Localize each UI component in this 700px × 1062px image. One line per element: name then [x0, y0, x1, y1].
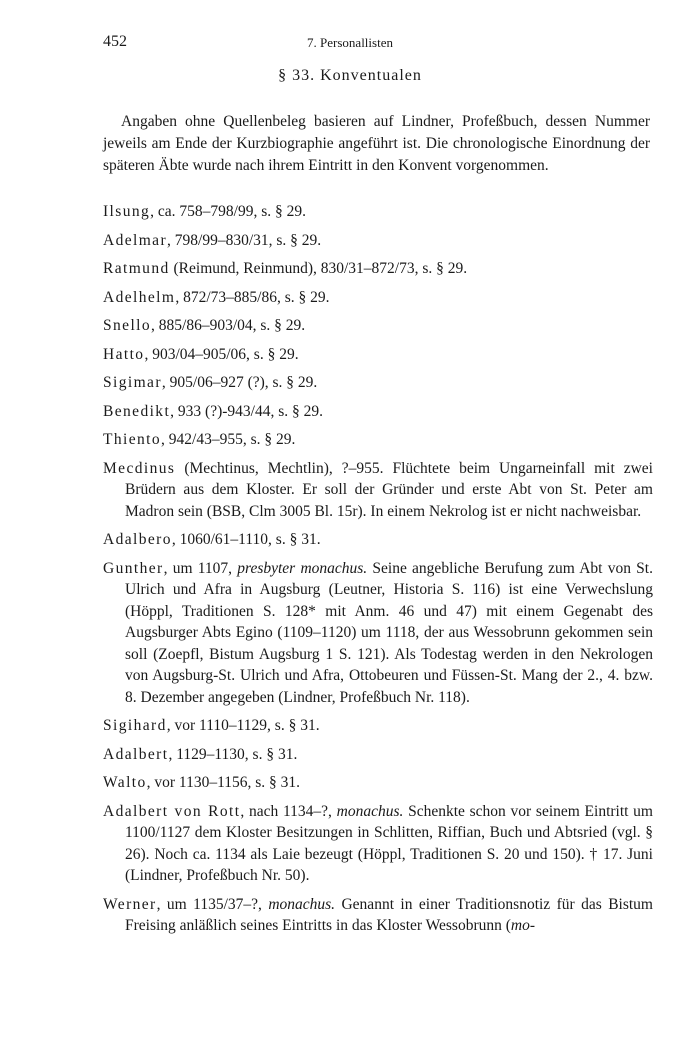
- entry: [103, 429, 653, 451]
- entry-name: Adalbert von Rott: [103, 802, 241, 820]
- entry: [103, 744, 653, 766]
- entry-text: , vor 1110–1129, s. § 31.: [166, 717, 320, 734]
- entry-text: , ca. 758–798/99, s. § 29.: [150, 203, 307, 220]
- entry-pre: , um 1107,: [163, 559, 238, 577]
- entry-italic: monachus.: [336, 802, 404, 820]
- entry-name: Benedikt: [103, 402, 171, 420]
- entry-name: Walto: [103, 774, 147, 791]
- entry: [103, 715, 653, 737]
- entry-text: , vor 1130–1156, s. § 31.: [146, 774, 301, 791]
- entry-name: Ilsung: [103, 203, 151, 220]
- entry-text: , 798/99–830/31, s. § 29.: [167, 231, 322, 249]
- entry-name: Gunther: [103, 559, 164, 577]
- running-head: 7. Personallisten: [307, 35, 393, 50]
- entry: [103, 315, 653, 337]
- entry: [103, 894, 653, 937]
- entry: [103, 458, 653, 523]
- entry-name: Ratmund: [103, 260, 170, 277]
- page-number: 452: [103, 33, 127, 50]
- entry-name: Hatto: [103, 345, 145, 363]
- entry-text: , 1060/61–1110, s. § 31.: [171, 531, 321, 548]
- entry: [103, 230, 653, 252]
- entry-pre: , um 1135/37–?,: [156, 895, 269, 913]
- entry-name: Mecdinus: [103, 459, 176, 477]
- entry-name: Werner: [103, 895, 157, 913]
- entry-tail-italic: mo-: [510, 917, 536, 934]
- entry: [103, 401, 653, 423]
- entry-text: , 872/73–885/86, s. § 29.: [175, 288, 330, 306]
- entry-name: Snello: [103, 317, 152, 334]
- entry-text: Genannt in einer Traditionsnotiz für das Bistum Freising anläßlich seines Eintritts in das Kloster Wessobrunn (: [125, 895, 653, 934]
- entry-list: [103, 201, 653, 944]
- entry-text: (Reimund, Reinmund), 830/31–872/73, s. § 29.: [169, 260, 468, 277]
- entry: [103, 372, 653, 394]
- entry-text: , 1129–1130, s. § 31.: [168, 745, 298, 763]
- entry-text: , 933 (?)-943/44, s. § 29.: [170, 402, 323, 420]
- entry-text: , 903/04–905/06, s. § 29.: [144, 345, 299, 363]
- entry-text: , 885/86–903/04, s. § 29.: [151, 317, 306, 334]
- entry: [103, 558, 653, 709]
- entry-italic: presbyter monachus.: [237, 559, 368, 577]
- entry: [103, 201, 653, 223]
- entry-name: Adelhelm: [103, 288, 176, 306]
- entry-name: Adalbero: [103, 531, 172, 548]
- entry-name: Adelmar: [103, 231, 168, 249]
- entry-name: Adalbert: [103, 745, 169, 763]
- entry: [103, 258, 653, 280]
- section-title: § 33. Konventualen: [278, 67, 422, 84]
- entry: [103, 801, 653, 887]
- entry-pre: , nach 1134–?,: [240, 802, 337, 820]
- entry-name: Sigihard: [103, 717, 167, 734]
- entry-text: , 942/43–955, s. § 29.: [161, 431, 296, 448]
- entry-text: , 905/06–927 (?), s. § 29.: [161, 374, 318, 391]
- entry: [103, 529, 653, 551]
- entry-text: (Mechtinus, Mechtlin), ?–955. Flüchtete beim Ungarneinfall mit zwei Brüdern aus dem Kloster. Er soll der Gründer und erste Abt von St. Peter am Madron sein (BSB, Clm 3005 Bl. 15r). In einem Nekrolog ist er nicht nachweisbar.: [125, 459, 653, 520]
- entry-name: Sigimar: [103, 374, 162, 391]
- entry: [103, 287, 653, 309]
- entry-text: Seine angebliche Berufung zum Abt von St. Ulrich und Afra in Augsburg (Leutner, Historia S. 116) ist eine Verwechslung (Höppl, Traditionen S. 128* mit Anm. 46 und 47) mit einem Gegenabt des Augsburger Abts Egino (1109–1120) um 1118, der aus Wessobrunn gekommen sein soll (Zoepfl, Bistum Augsburg 1 S. 121). Als Todestag werden in den Nekrologen von Augsburg-St. Ulrich und Afra, Ottobeuren und Füssen-St. Mang der 2., 4. bzw. 8. Dezember angegeben (Lindner, Profeßbuch Nr. 118).: [125, 559, 653, 706]
- entry: [103, 772, 653, 794]
- entry-name: Thiento: [103, 431, 162, 448]
- entry-text: Schenkte schon vor seinem Eintritt um 1100/1127 dem Kloster Besitzungen in Schlitten, Riffian, Buch und Abtsried (vgl. § 26). Noch ca. 1134 als Laie bezeugt (Höppl, Traditionen S. 20 und 150). † 17. Juni (Lindner, Profeßbuch Nr. 50).: [125, 802, 653, 884]
- intro-paragraph: Angaben ohne Quellenbeleg basieren auf Lindner, Profeßbuch, dessen Nummer jeweils am Ende der Kurzbiographie angeführt ist. Die chronologische Einordnung der späteren Äbte wurde nach ihrem Eintritt in den Konvent vorgenommen.: [103, 113, 650, 174]
- entry-italic: monachus.: [268, 895, 336, 913]
- entry: [103, 344, 653, 366]
